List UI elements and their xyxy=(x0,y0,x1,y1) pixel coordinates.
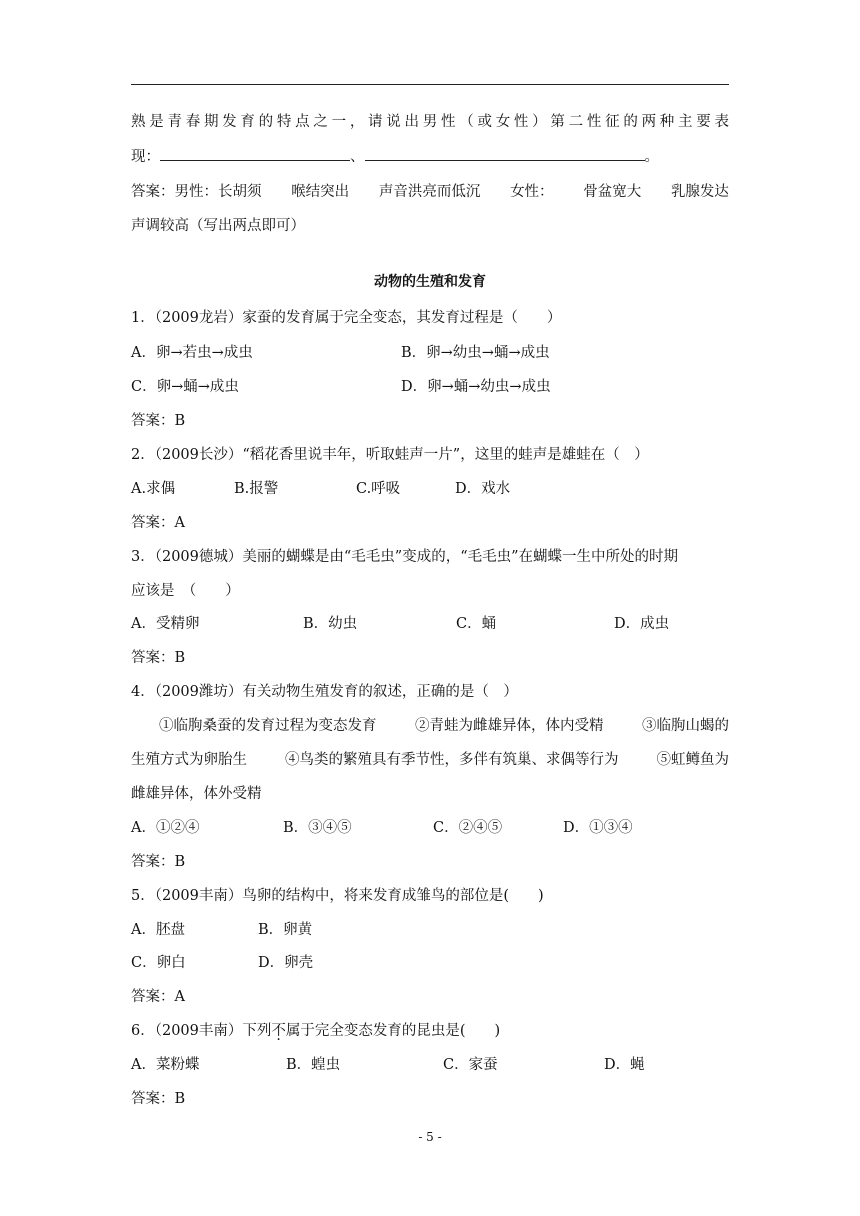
q2-option-a[interactable]: A.求偶 xyxy=(131,481,176,497)
intro-answer-line-2: 声调较高（写出两点即可） xyxy=(131,218,305,234)
intro-char: 期 xyxy=(203,114,219,130)
intro-char: 二 xyxy=(568,114,584,130)
page-number: - 5 - xyxy=(418,1130,442,1144)
q4-option-c[interactable]: C．②④⑤ xyxy=(433,820,503,836)
intro-char: 第 xyxy=(550,114,565,130)
intro-end: 。 xyxy=(644,149,659,165)
intro-char: 表 xyxy=(714,114,729,130)
answer-blank-1[interactable] xyxy=(160,146,350,161)
answer-item: 骨盆宽大 xyxy=(583,184,642,200)
q6-answer: 答案：B xyxy=(131,1091,186,1107)
intro-char: 一 xyxy=(331,114,347,130)
intro-char: 发 xyxy=(222,114,237,130)
answer-item: 乳腺发达 xyxy=(670,184,729,200)
q4-answer: 答案：B xyxy=(131,854,186,870)
q4-option-b[interactable]: B．③④⑤ xyxy=(283,820,352,836)
intro-char: 女 xyxy=(495,114,511,130)
intro-char: 性 xyxy=(513,114,529,130)
intro-line-1 xyxy=(131,110,729,131)
intro-char: （ xyxy=(459,114,474,130)
intro-char: ） xyxy=(532,114,547,130)
q1-option-a[interactable]: A．卵→若虫→成虫 xyxy=(131,345,253,361)
q3-option-b[interactable]: B．幼虫 xyxy=(303,616,358,632)
intro-sep: 、 xyxy=(350,149,365,165)
intro-char: 主 xyxy=(678,114,693,130)
section-title: 动物的生殖和发育 xyxy=(374,274,486,290)
q4-items-line-3: 雌雄异体，体外受精 xyxy=(131,786,262,802)
intro-line-2 xyxy=(131,145,659,166)
q4-item: ⑤虹鳟鱼为 xyxy=(656,752,729,768)
q5-option-b[interactable]: B．卵黄 xyxy=(258,922,313,938)
q5-answer: 答案：A xyxy=(131,989,185,1005)
q1-answer: 答案：B xyxy=(131,413,186,429)
intro-char: ， xyxy=(349,114,365,130)
intro-char: 出 xyxy=(404,114,420,130)
q2-answer: 答案：A xyxy=(131,515,185,531)
intro-char: 的 xyxy=(623,114,638,130)
intro-answer-first xyxy=(131,180,262,201)
intro-char: 男 xyxy=(422,114,438,130)
q1-option-c[interactable]: C．卵→蛹→成虫 xyxy=(131,379,239,395)
q1-option-b[interactable]: B．卵→幼虫→蛹→成虫 xyxy=(401,345,550,361)
q6-emphasis-not: 不 xyxy=(271,1023,286,1039)
q6-option-b[interactable]: B．蝗虫 xyxy=(286,1057,341,1073)
q1-option-d[interactable]: D．卵→蛹→幼虫→成虫 xyxy=(401,379,551,395)
intro-char: 要 xyxy=(696,114,711,130)
intro-char: 春 xyxy=(185,114,201,130)
q5-option-a[interactable]: A．胚盘 xyxy=(131,922,185,938)
q4-option-d[interactable]: D．①③④ xyxy=(563,820,633,836)
q6-option-d[interactable]: D．蝇 xyxy=(604,1057,645,1073)
answer-item: 喉结突出 xyxy=(291,184,350,200)
q6-stem xyxy=(131,1019,500,1040)
q4-option-a[interactable]: A．①②④ xyxy=(131,820,200,836)
q5-option-c[interactable]: C．卵白 xyxy=(131,955,186,971)
answer-label: 答案： xyxy=(131,184,175,200)
q6-stem-post: 属于完全变态发育的昆虫是( ) xyxy=(285,1023,501,1039)
intro-answer-line xyxy=(131,180,729,201)
intro-char: 青 xyxy=(167,114,182,130)
intro-char: 请 xyxy=(368,114,383,130)
q6-option-c[interactable]: C．家蚕 xyxy=(443,1057,498,1073)
q4-stem: 4．（2009潍坊）有关动物生殖发育的叙述，正确的是（ ） xyxy=(131,684,518,700)
q3-option-a[interactable]: A．受精卵 xyxy=(131,616,200,632)
intro-char: 之 xyxy=(313,114,328,130)
q4-item: 生殖方式为卵胎生 xyxy=(131,752,247,768)
q3-option-c[interactable]: C．蛹 xyxy=(456,616,497,632)
q2-option-c[interactable]: C.呼吸 xyxy=(356,481,401,497)
answer-item: 男性：长胡须 xyxy=(174,184,262,200)
intro-char: 的 xyxy=(258,114,274,130)
intro-char: 说 xyxy=(386,114,401,130)
q3-option-d[interactable]: D．成虫 xyxy=(614,616,670,632)
q3-answer: 答案：B xyxy=(131,650,186,666)
q4-item: ④鸟类的繁殖具有季节性，多伴有筑巢、求偶等行为 xyxy=(285,752,619,768)
intro-char: 是 xyxy=(149,114,164,130)
q2-option-b[interactable]: B.报警 xyxy=(234,481,279,497)
q2-option-d[interactable]: D．戏水 xyxy=(455,481,511,497)
intro-char: 点 xyxy=(295,114,310,130)
intro-char: 两 xyxy=(641,114,657,130)
q2-stem: 2．（2009长沙）“稻花香里说丰年，听取蛙声一片”，这里的蛙声是雄蛙在（ ） xyxy=(131,447,649,463)
answer-item: 女性： xyxy=(510,184,554,200)
q4-items-line-2 xyxy=(131,748,729,769)
q6-stem-pre: 6．（2009丰南）下列 xyxy=(131,1023,272,1039)
intro-char: 种 xyxy=(659,114,675,130)
intro-char: 熟 xyxy=(131,114,146,130)
intro-char: 或 xyxy=(477,114,492,130)
header-rule xyxy=(131,84,729,85)
q6-option-a[interactable]: A．菜粉蝶 xyxy=(131,1057,200,1073)
q3-stem-2: 应该是 （ ） xyxy=(131,583,240,599)
q4-items-line-1 xyxy=(159,714,729,735)
answer-item: 声音洪亮而低沉 xyxy=(378,184,481,200)
intro-char: 征 xyxy=(605,114,620,130)
q5-stem: 5．（2009丰南）鸟卵的结构中，将来发育成雏鸟的部位是( ) xyxy=(131,888,544,904)
intro-char: 性 xyxy=(586,114,602,130)
q5-option-d[interactable]: D．卵壳 xyxy=(258,955,314,971)
q4-item: ①临朐桑蚕的发育过程为变态发育 xyxy=(159,718,377,734)
q3-stem: 3．（2009德城）美丽的蝴蝶是由“毛毛虫”变成的，“毛毛虫”在蝴蝶一生中所处的时期 xyxy=(131,549,679,565)
q4-item: ②青蛙为雌雄异体，体内受精 xyxy=(415,718,604,734)
intro-char: 性 xyxy=(440,114,456,130)
answer-blank-2[interactable] xyxy=(365,146,645,161)
intro-char: 育 xyxy=(240,114,255,130)
intro-prefix: 现： xyxy=(131,149,160,165)
q4-item: ③临朐山蝎的 xyxy=(642,718,729,734)
intro-char: 特 xyxy=(276,114,292,130)
q1-stem: 1．（2009龙岩）家蚕的发育属于完全变态，其发育过程是（ ） xyxy=(131,310,562,326)
